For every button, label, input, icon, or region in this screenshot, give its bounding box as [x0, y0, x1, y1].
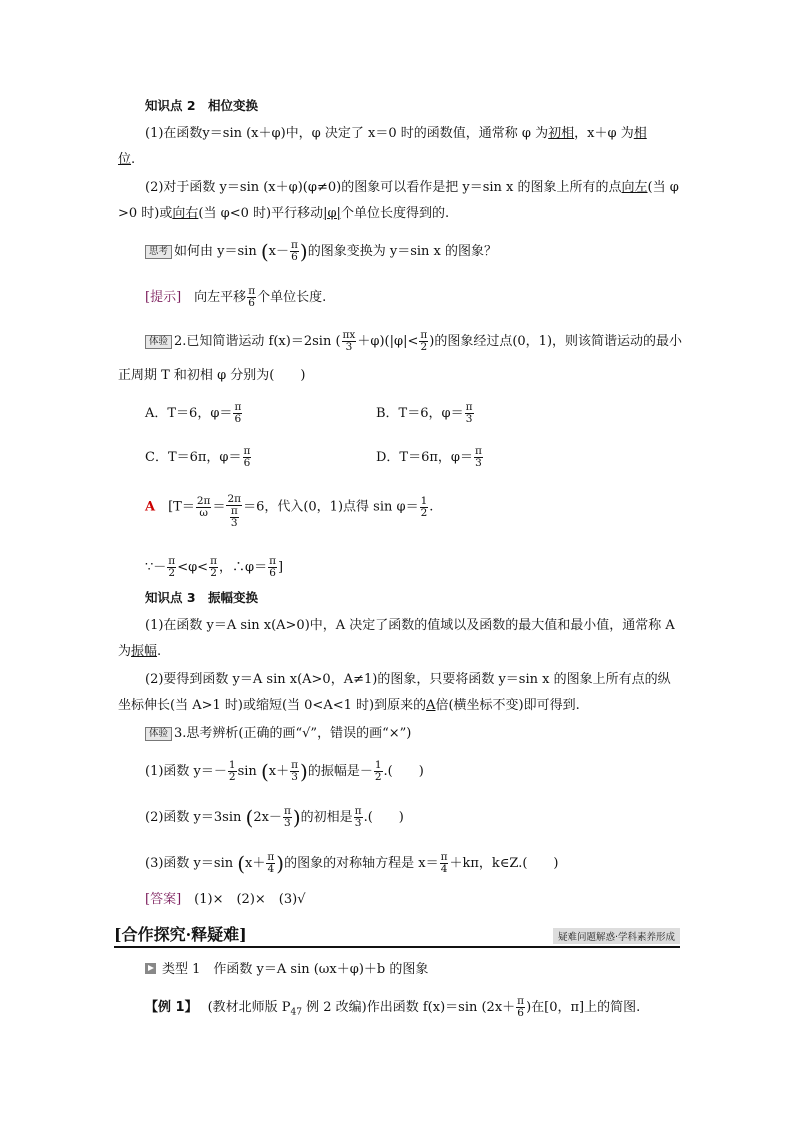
kp2-paragraph-2-cont: >0 时)或向右(当 φ<0 时)平行移动|φ|个单位长度得到的.: [118, 206, 450, 221]
kp3-paragraph-2-cont: 坐标伸长(当 A>1 时)或缩短(当 0<A<1 时)到原来的A倍(横坐标不变)即可得到.: [118, 698, 580, 713]
think-hint: [提示] 向左平移 $\frac{\pi}{6}$ 个单位长度.: [145, 285, 327, 309]
type1-heading: 类型 1 作函数 y＝A sin (ωx＋φ)＋b 的图象: [145, 960, 715, 980]
example-label: 【例 1】: [145, 1000, 198, 1015]
q3-title: 体验 3.思考辨析(正确的画“√”，错误的画“×”): [145, 724, 715, 744]
option-b: B．T＝6，φ＝ $\frac{\pi}{3}$: [376, 401, 473, 425]
think-tag: 思考: [145, 245, 172, 259]
q3-item-1: (1)函数 y＝－ $\frac{1}{2}$ sin (x＋ $\frac{\pi}{3}$ )的振幅是－ $\frac{1}{2}$ .( ): [145, 759, 424, 784]
q2-stem-cont: 正周期 T 和初相 φ 分别为( ): [118, 368, 306, 383]
q3-item-2: (2)函数 y＝3sin (2x－ $\frac{\pi}{3}$ )的初相是 $\frac{\pi}{3}$ .( ): [145, 805, 404, 830]
section-header: [114, 922, 680, 948]
kp2-title: 知识点 2 相位变换: [145, 98, 259, 113]
kp2-paragraph-1: (1)在函数y＝sin (x＋φ)中，φ 决定了 x＝0 时的函数值，通常称 φ 为初相，x＋φ 为相: [145, 126, 647, 141]
q3-item-3: (3)函数 y＝sin (x＋ $\frac{\pi}{4}$ )的图象的对称轴方程是 x＝ $\frac{\pi}{4}$ ＋kπ，k∈Z.( ): [145, 851, 559, 876]
kp3-paragraph-1-cont: 为振幅.: [118, 644, 162, 659]
q2-solution: A [T＝ $\frac{2\pi}{\omega}$ ＝ $\frac{2\pi}{\frac{\pi}{3}}$ ＝6，代入(0，1)点得 sin φ＝ $\frac{1}{2}$ .: [145, 493, 434, 529]
answer-label: [答案]: [145, 892, 182, 907]
hint-label: [提示]: [145, 290, 182, 305]
kp3-paragraph-2: (2)要得到函数 y＝A sin x(A>0，A≠1)的图象，只要将函数 y＝sin x 的图象上所有点的纵: [145, 672, 671, 687]
q2-stem: 体验 2.已知简谐运动 f(x)＝2sin ( $\frac{\pi x}{3}$ ＋φ)(|φ|< $\frac{\pi}{2}$ )的图象经过点(0，1)，则该简谐运动的最小: [145, 330, 715, 353]
section-title: [合作探究·释疑难]: [114, 925, 247, 944]
example-1: 【例 1】 (教材北师版 $P_{47}$ 例 2 改编)作出函数 f(x)＝sin (2x＋ $\frac{\pi}{6}$ )在[0，π]上的简图.: [145, 995, 641, 1019]
q2-solution-2: ∵－ $\frac{\pi}{2}$ <φ< $\frac{\pi}{2}$ ，∴φ＝ $\frac{\pi}{6}$ ]: [145, 555, 284, 579]
play-triangle-icon: [145, 963, 156, 974]
kp3-paragraph-1: (1)在函数 y＝A sin x(A>0)中，A 决定了函数的值域以及函数的最大值和最小值，通常称 A: [145, 618, 675, 633]
experience-tag: 体验: [145, 335, 172, 349]
option-a: A．T＝6，φ＝ $\frac{\pi}{6}$: [145, 401, 242, 425]
option-d: D．T＝6π，φ＝ $\frac{\pi}{3}$: [376, 445, 482, 469]
answer-letter: A: [145, 499, 156, 515]
kp3-title: 知识点 3 振幅变换: [145, 590, 259, 605]
kp2-paragraph-1-cont: 位.: [118, 152, 136, 167]
q3-answer: [答案] (1)× (2)× (3)√: [145, 892, 306, 907]
think-question: 思考 如何由 y＝sin (x－ $\frac{\pi}{6}$ )的图象变换为 y＝sin x 的图象？: [145, 240, 715, 263]
experience-tag: 体验: [145, 727, 172, 741]
section-tag: 疑难问题解惑·学科素养形成: [553, 928, 680, 944]
option-c: C．T＝6π，φ＝ $\frac{\pi}{6}$: [145, 445, 251, 469]
kp2-paragraph-2: (2)对于函数 y＝sin (x＋φ)(φ≠0)的图象可以看作是把 y＝sin x 的图象上所有的点向左(当 φ: [145, 180, 679, 195]
